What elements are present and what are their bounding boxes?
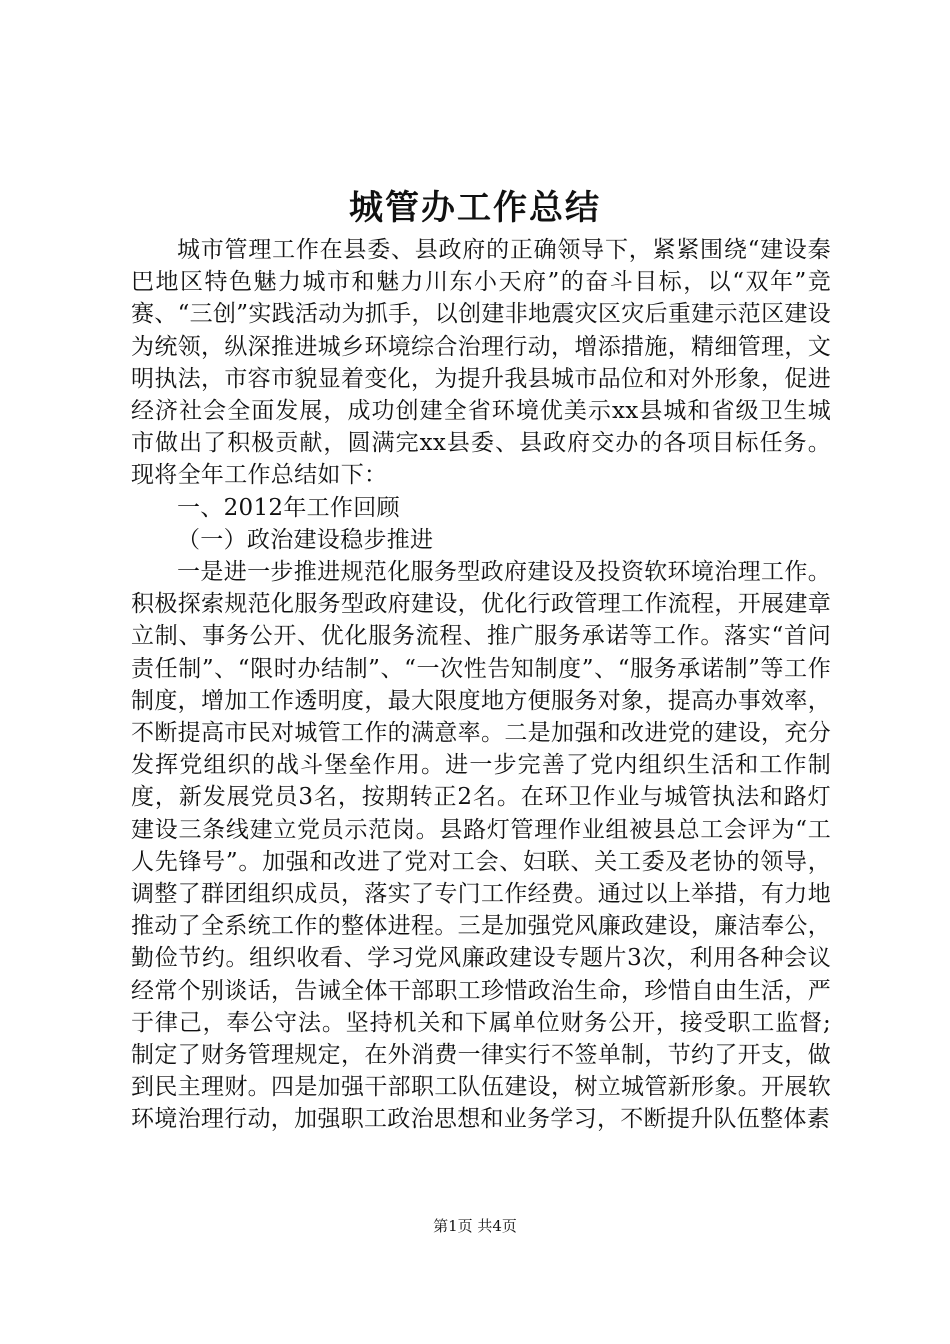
body-paragraph: 一是进一步推进规范化服务型政府建设及投资软环境治理工作。积极探索规范化服务型政府建设，优化行政管理工作流程，开展建章立制、事务公开、优化服务流程、推广服务承诺等工作。落实“首问责任制”、“限时办结制”、“一次性告知制度”、“服务承诺制”等工作制度，增加工作透明度，最大限度地方便服务对象，提高办事效率，不断提高市民对城管工作的满意率。二是加强和改进党的建设，充分发挥党组织的战斗堡垒作用。进一步完善了党内组织生活和工作制度，新发展党员3名，按期转正2名。在环卫作业与城管执法和路灯建设三条线建立党员示范岗。县路灯管理作业组被县总工会评为“工人先锋号”。加强和改进了党对工会、妇联、关工委及老协的领导，调整了群团组织成员，落实了专门工作经费。通过以上举措，有力地推动了全系统工作的整体进程。三是加强党风廉政建设，廉洁奉公，勤俭节约。组织收看、学习党风廉政建设专题片3次，利用各种会议经常个别谈话，告诫全体干部职工珍惜政治生命，珍惜自由生活，严于律己，奉公守法。坚持机关和下属单位财务公开，接受职工监督;制定了财务管理规定，在外消费一律实行不签单制，节约了开支，做到民主理财。四是加强干部职工队伍建设，树立城管新形象。开展软环境治理行动，加强职工政治思想和业务学习，不断提升队伍整体素 <box>131 559 831 1133</box>
page-footer: 第1页 共4页 <box>433 1217 517 1235</box>
document-title: 城管办工作总结 <box>349 188 601 228</box>
subsection-heading: （一）政治建设稳步推进 <box>177 526 434 553</box>
document-body <box>131 234 831 1136</box>
intro-paragraph: 城市管理工作在县委、县政府的正确领导下，紧紧围绕“建设秦巴地区特色魅力城市和魅力川东小天府”的奋斗目标，以“双年”竞赛、“三创”实践活动为抓手，以创建非地震灾区灾后重建示范区建设为统领，纵深推进城乡环境综合治理行动，增添措施，精细管理，文明执法，市容市貌显着变化，为提升我县城市品位和对外形象，促进经济社会全面发展，成功创建全省环境优美示xx县城和省级卫生城市做出了积极贡献，圆满完xx县委、县政府交办的各项目标任务。现将全年工作总结如下： <box>131 237 831 489</box>
section-heading: 一、2012年工作回顾 <box>177 494 400 521</box>
